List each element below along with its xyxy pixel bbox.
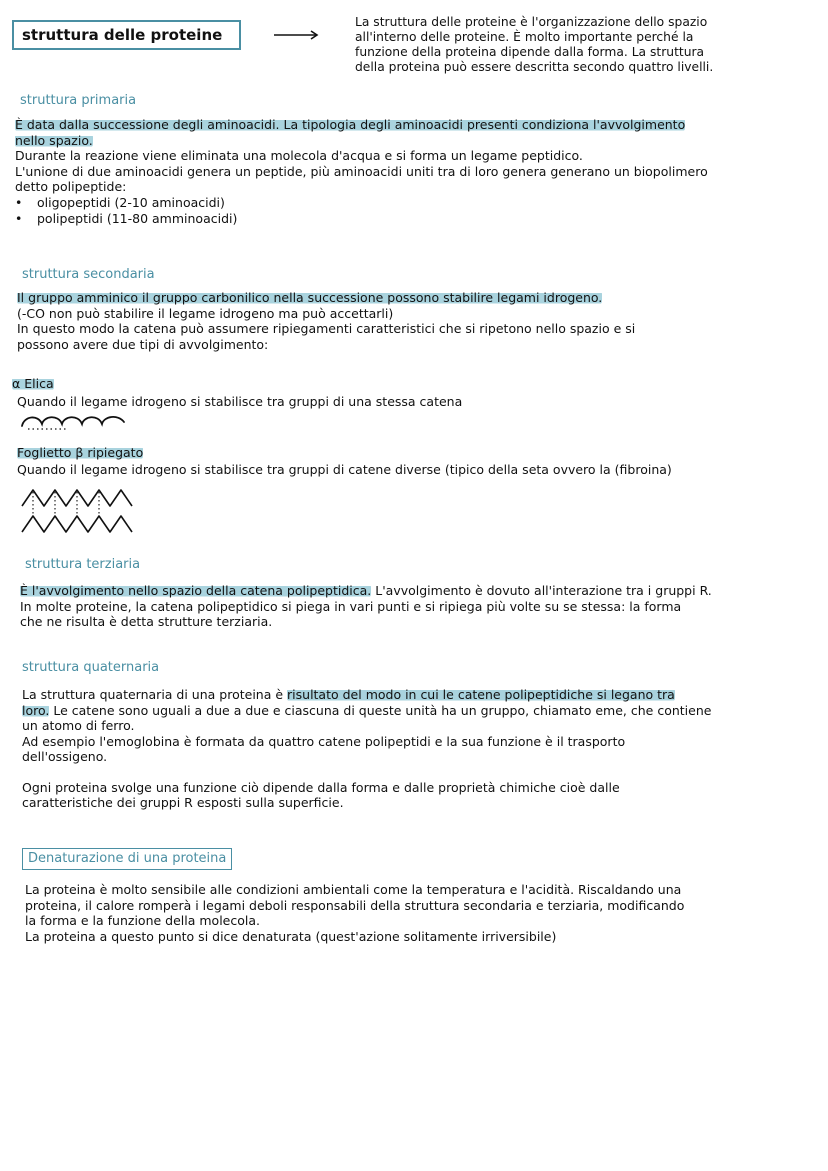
quaternaria-line: un atomo di ferro. (22, 718, 135, 733)
denaturazione-line: La proteina a questo punto si dice denaturata (quest'azione solitamente irriversibile) (25, 928, 557, 944)
quaternaria-line: Le catene sono uguali a due a due e ciascuna di queste unità ha un gruppo, chiamato eme, che contiene (49, 702, 712, 718)
terziaria-line: L'avvolgimento è dovuto all'interazione tra i gruppi R. (371, 583, 712, 598)
denaturazione-line: proteina, il calore romperà i legami deboli responsabili della struttura secondaria e terziaria, modificando (25, 897, 685, 913)
primaria-line: L'unione di due aminoacidi genera un peptide, più aminoacidi uniti tra di loro genera generano un biopolimero (15, 163, 708, 179)
terziaria-text (20, 583, 820, 630)
heading-terziaria: struttura terziaria (25, 557, 141, 572)
heading-denaturazione: Denaturazione di una proteina (22, 848, 232, 870)
denaturazione-text (25, 882, 820, 944)
foglietto-text: Quando il legame idrogeno si stabilisce tra gruppi di catene diverse (tipico della seta ovvero la (fibroina) (17, 462, 672, 477)
quaternaria-line: dell'ossigeno. (22, 749, 108, 764)
terziaria-line: che ne risulta è detta strutture terziaria. (20, 614, 273, 629)
secondaria-text (17, 290, 817, 352)
terziaria-line: È l'avvolgimento nello spazio della catena polipeptidica. (20, 583, 372, 598)
polypeptide-list (15, 195, 815, 227)
primaria-text (15, 117, 815, 227)
secondaria-line: Il gruppo amminico il gruppo carbonilico nella successione possono stabilire legami idrogeno. (17, 290, 603, 305)
secondaria-line: In questo modo la catena può assumere ripiegamenti caratteristici che si ripetono nello spazio e si (17, 321, 636, 336)
primaria-line: È data dalla successione degli aminoacidi. La tipologia degli aminoacidi presenti condiziona l'avvolgimento (15, 117, 686, 132)
quaternaria-line: Ogni proteina svolge una funzione ciò dipende dalla forma e dalle proprietà chimiche cioè dalle (22, 779, 620, 795)
primaria-line: detto polipeptide: (15, 179, 127, 194)
elica-label: Elica (24, 376, 54, 391)
quaternaria-line: La struttura quaternaria di una proteina è (22, 687, 288, 702)
intro-line: della proteina può essere descritta secondo quattro livelli. (355, 60, 714, 74)
quaternaria-line: caratteristiche dei gruppi R esposti sulla superficie. (22, 795, 344, 810)
primaria-line: Durante la reazione viene eliminata una molecola d'acqua e si forma un legame peptidico. (15, 148, 583, 163)
alpha-symbol: α (12, 376, 21, 391)
right-arrow-icon (272, 25, 322, 45)
secondaria-line: possono avere due tipi di avvolgimento: (17, 336, 269, 352)
helix-drawing-icon (18, 412, 130, 432)
secondaria-line: (-CO non può stabilire il legame idrogeno ma può accettarli) (17, 305, 394, 321)
primaria-line: nello spazio. (15, 132, 93, 148)
intro-line: funzione della proteina dipende dalla forma. La struttura (355, 45, 705, 59)
quaternaria-line: Ad esempio l'emoglobina è formata da quattro catene polipeptidi e la sua funzione è il trasporto (22, 733, 626, 749)
intro-text (355, 15, 815, 75)
list-item: • oligopeptidi (2-10 aminoacidi) (15, 195, 815, 211)
denaturazione-line: la forma e la funzione della molecola. (25, 913, 260, 928)
foglietto-heading (17, 445, 143, 461)
terziaria-line: In molte proteine, la catena polipeptidico si piega in vari punti e si ripiega più volte su se stessa: la forma (20, 598, 682, 614)
quaternaria-line: loro. (22, 702, 50, 718)
page-title: struttura delle proteine (12, 20, 241, 50)
denaturazione-line: La proteina è molto sensibile alle condizioni ambientali come la temperatura e l'acidità. Riscaldando una (25, 882, 682, 897)
intro-line: La struttura delle proteine è l'organizzazione dello spazio (355, 15, 708, 29)
heading-quaternaria: struttura quaternaria (22, 660, 160, 675)
foglietto-label: Foglietto (17, 445, 72, 460)
foglietto-label: ripiegato (87, 445, 144, 460)
zigzag-sheet-drawing-icon (20, 486, 138, 536)
quaternaria-line: risultato del modo in cui le catene polipeptidiche si legano tra (287, 687, 675, 702)
heading-primaria: struttura primaria (20, 93, 137, 108)
elica-heading (12, 376, 54, 392)
elica-text: Quando il legame idrogeno si stabilisce tra gruppi di una stessa catena (17, 394, 463, 409)
quaternaria-text (22, 687, 822, 811)
heading-secondaria: struttura secondaria (22, 267, 155, 282)
intro-line: all'interno delle proteine. È molto importante perché la (355, 30, 694, 44)
list-item: • polipeptidi (11-80 amminoacidi) (15, 211, 815, 227)
beta-symbol: β (75, 445, 84, 460)
